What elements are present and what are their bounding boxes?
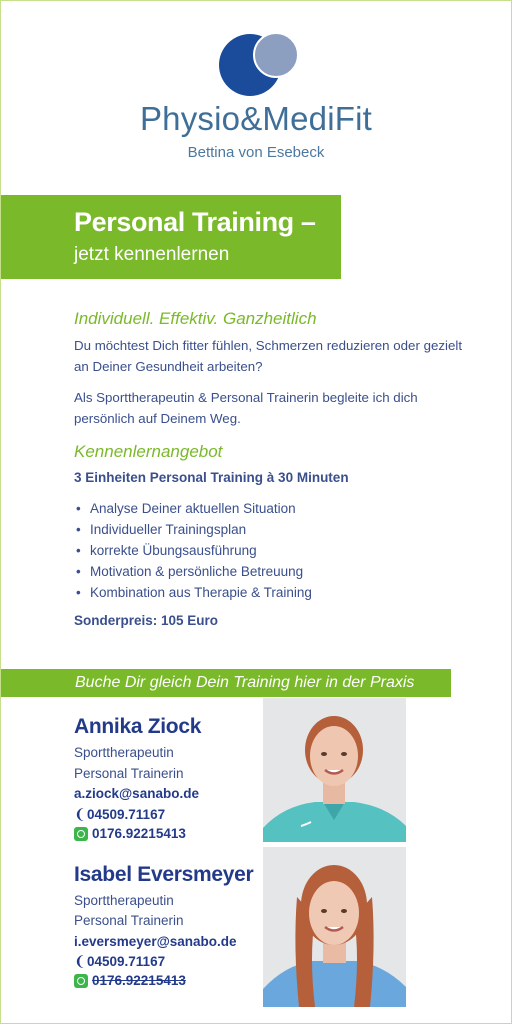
contact-name: Isabel Eversmeyer [74,863,254,886]
phone-icon: ❨ [74,806,86,822]
logo-subtitle: Bettina von Esebeck [187,144,325,161]
phone-icon: ❨ [74,953,86,969]
offer-price: Sonderpreis: 105 Euro [74,613,219,628]
phone-number: 04509.71167 [87,807,166,822]
contact-role: Personal Trainerin [74,913,184,928]
contact-email-link[interactable]: i.eversmeyer@sanabo.de [74,934,237,949]
intro-paragraph-1: Du möchtest Dich fitter fühlen, Schmerzen reduzieren oder gezielt an Deiner Gesundheit arbeiten? [74,338,463,374]
logo-title: Physio&MediFit [139,100,373,137]
offer-summary: 3 Einheiten Personal Training à 30 Minuten [74,470,349,485]
whatsapp-number: 0176.92215413 [92,973,186,988]
whatsapp-icon [74,974,88,988]
contact-photo [263,698,406,842]
contact-name: Annika Ziock [74,715,202,738]
contact-role: Sporttherapeutin [74,745,174,760]
banner-title: Personal Training – [74,207,316,237]
intro-heading: Individuell. Effektiv. Ganzheitlich [74,309,317,328]
contact-whatsapp[interactable] [74,973,186,988]
contact-role: Personal Trainerin [74,766,184,781]
phone-number: 04509.71167 [87,954,166,969]
list-item: • Motivation & persönliche Betreuung [76,561,312,582]
contact-phone[interactable] [74,953,165,970]
contact-photo [263,847,406,1007]
banner-subtitle: jetzt kennenlernen [74,244,230,265]
list-item: • Kombination aus Therapie & Training [76,582,312,603]
offer-heading: Kennenlernangebot [74,442,223,461]
logo-circles-icon [219,32,301,102]
contact-role: Sporttherapeutin [74,893,174,908]
list-item: • korrekte Übungsausführung [76,540,312,561]
intro-paragraph-2: Als Sporttherapeutin & Personal Trainerin begleite ich dich persönlich auf Deinem Weg. [74,390,418,426]
whatsapp-icon [74,827,88,841]
booking-text: Buche Dir gleich Dein Training hier in der Praxis [75,674,415,691]
contact-whatsapp[interactable] [74,826,186,841]
list-item: • Analyse Deiner aktuellen Situation [76,498,312,519]
contact-phone[interactable] [74,806,165,823]
offer-list [76,498,312,603]
whatsapp-number: 0176.92215413 [92,826,186,841]
list-item: • Individueller Trainingsplan [76,519,312,540]
contact-email-link[interactable]: a.ziock@sanabo.de [74,786,199,801]
